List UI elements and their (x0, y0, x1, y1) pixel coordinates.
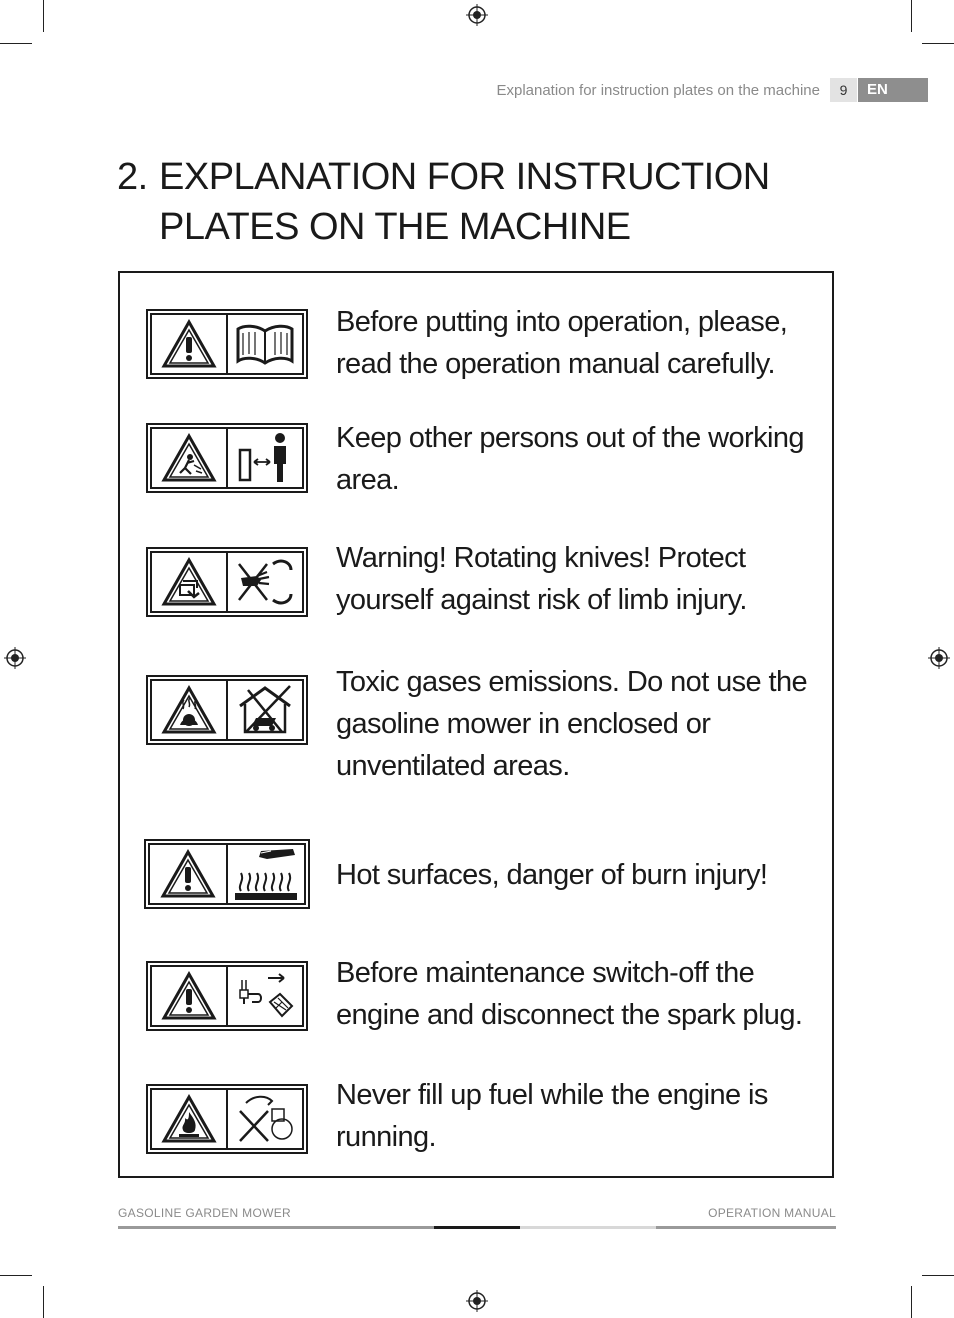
instruction-plate (146, 423, 308, 493)
no-hands-blade-icon (226, 553, 302, 611)
warning-icon (152, 315, 226, 373)
crop-mark (911, 1286, 912, 1318)
keep-distance-person-icon (226, 429, 302, 487)
plate-description: Hot surfaces, danger of burn injury! (336, 859, 768, 891)
language-tab: EN (858, 78, 928, 102)
crop-mark (0, 1275, 32, 1276)
instruction-plate (146, 309, 308, 379)
instruction-plates-box (118, 271, 834, 1178)
warning-icon (152, 967, 226, 1025)
plate-description: Never fill up fuel while the engine is running. (336, 1079, 768, 1153)
disconnect-spark-plug-icon (226, 967, 302, 1025)
rotating-blade-warning-icon (152, 553, 226, 611)
instruction-plate (144, 839, 310, 909)
instruction-plate (146, 1084, 308, 1154)
toxic-gas-warning-icon (152, 681, 226, 739)
registration-mark-icon (4, 647, 26, 669)
no-indoor-use-icon (226, 681, 302, 739)
crop-mark (922, 1275, 954, 1276)
crop-mark (911, 0, 912, 32)
registration-mark-icon (466, 1290, 488, 1312)
crop-mark (43, 0, 44, 32)
page-number: 9 (830, 78, 857, 102)
footer-rule (118, 1226, 434, 1229)
registration-mark-icon (466, 4, 488, 26)
plate-description: Keep other persons out of the working area. (336, 422, 804, 496)
footer-rule (520, 1226, 656, 1229)
plate-description: Warning! Rotating knives! Protect yourself against risk of limb injury. (336, 542, 747, 616)
crop-mark (0, 43, 32, 44)
hot-surface-icon (226, 845, 304, 903)
plate-description: Toxic gases emissions. Do not use the gasoline mower in enclosed or unventilated areas. (336, 666, 808, 782)
footer-rule (434, 1226, 520, 1229)
footer-rule (656, 1226, 836, 1229)
crop-mark (922, 43, 954, 44)
footer-product-name: GASOLINE GARDEN MOWER (118, 1206, 291, 1220)
instruction-plate (146, 547, 308, 617)
section-number: 2. (117, 156, 148, 198)
plate-description: Before maintenance switch-off the engine and disconnect the spark plug. (336, 957, 803, 1031)
instruction-plate (146, 961, 308, 1031)
plate-description: Before putting into operation, please, read the operation manual carefully. (336, 306, 788, 380)
manual-book-icon (226, 315, 302, 373)
section-title-line1: EXPLANATION FOR INSTRUCTION (159, 156, 770, 198)
section-title-line2: PLATES ON THE MACHINE (159, 206, 631, 248)
running-header-title: Explanation for instruction plates on the machine (496, 82, 820, 99)
warning-icon (150, 845, 226, 903)
fire-warning-icon (152, 1090, 226, 1148)
footer-document-type: OPERATION MANUAL (708, 1206, 836, 1220)
section-title (117, 152, 837, 252)
registration-mark-icon (928, 647, 950, 669)
thrown-object-warning-icon (152, 429, 226, 487)
crop-mark (43, 1286, 44, 1318)
no-refuel-running-icon (226, 1090, 302, 1148)
instruction-plate (146, 675, 308, 745)
